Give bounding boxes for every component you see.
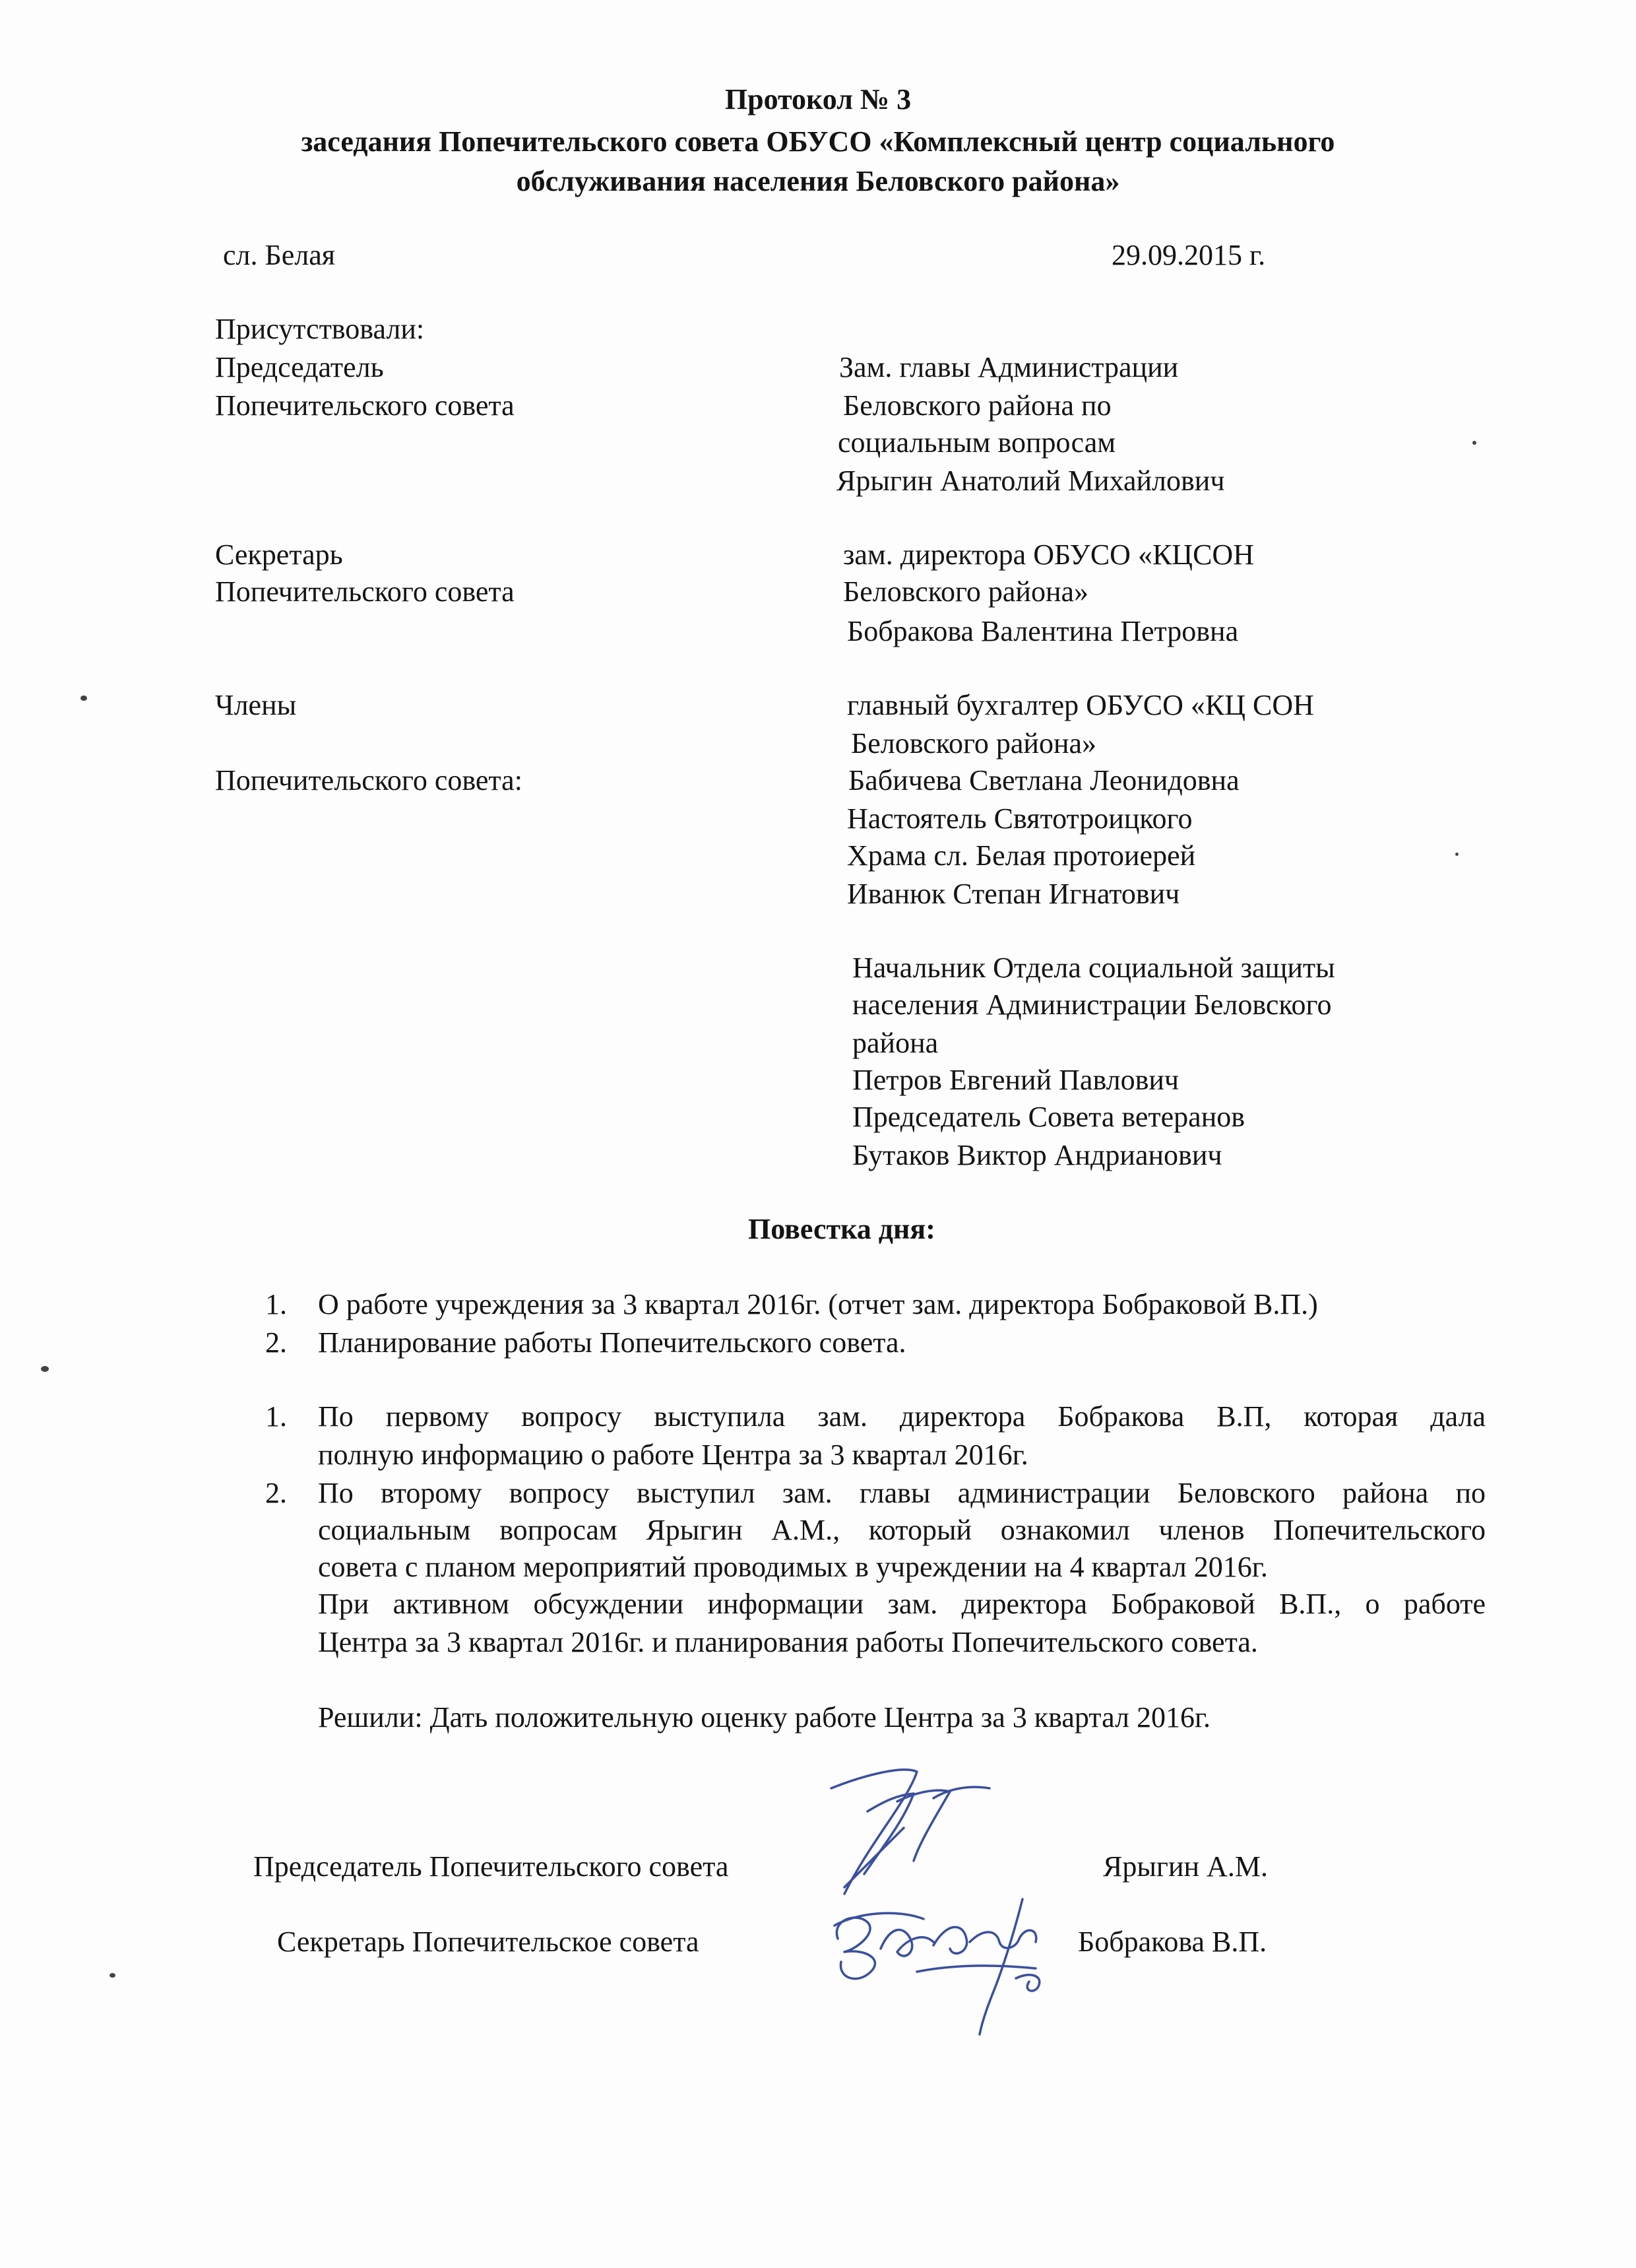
place: сл. Белая	[223, 239, 336, 271]
chairman-signature-name: Ярыгин А.М.	[1103, 1850, 1268, 1883]
member-line: района	[852, 1027, 939, 1059]
chairman-role-1: Председатель	[215, 351, 384, 383]
member-line: Начальник Отдела социальной защиты	[852, 952, 1335, 984]
member-name: Бутаков Виктор Андрианович	[852, 1139, 1222, 1171]
member-line: населения Администрации Беловского	[852, 988, 1332, 1021]
agenda-number: 1.	[265, 1288, 287, 1320]
discussion-1-line: По первому вопросу выступила зам. директора Бобракова В.П, которая дала	[318, 1400, 1486, 1433]
discussion-number: 1.	[265, 1400, 287, 1433]
discussion-2-line: социальным вопросам Ярыгин А.М., который ознакомил членов Попечительского	[318, 1514, 1486, 1546]
member-line: Председатель Совета ветеранов	[852, 1101, 1245, 1133]
secretary-handwritten-signature	[818, 1886, 1108, 2038]
title-line-3: обслуживания населения Беловского района»	[516, 165, 1120, 197]
member-name: Петров Евгений Павлович	[852, 1064, 1180, 1096]
secretary-name: Бобракова Валентина Петровна	[847, 615, 1239, 647]
chairman-role-2: Попечительского совета	[215, 389, 515, 422]
scan-speck	[80, 696, 87, 701]
secretary-signature-label: Секретарь Попечительское совета	[277, 1926, 699, 1958]
secretary-line: Беловского района»	[843, 575, 1089, 608]
secretary-role-2: Попечительского совета	[215, 575, 515, 608]
chairman-name: Ярыгин Анатолий Михайлович	[836, 465, 1225, 497]
secretary-signature-name: Бобракова В.П.	[1078, 1926, 1267, 1958]
member-line: Беловского района»	[851, 727, 1097, 760]
chairman-line: Беловского района по	[843, 389, 1112, 422]
discussion-2-line: По второму вопросу выступил зам. главы администрации Беловского района по	[318, 1477, 1486, 1509]
agenda-item: О работе учреждения за 3 квартал 2016г. (отчет зам. директора Бобраковой В.П.)	[318, 1288, 1318, 1320]
attendance-heading: Присутствовали:	[215, 313, 425, 345]
discussion-1-line: полную информацию о работе Центра за 3 квартал 2016г.	[318, 1439, 1028, 1471]
agenda-item: Планирование работы Попечительского совета.	[318, 1326, 906, 1359]
chairman-line: Зам. главы Администрации	[839, 351, 1179, 383]
scan-speck	[1455, 853, 1459, 856]
member-name: Бабичева Светлана Леонидовна	[848, 764, 1240, 796]
chairman-line: социальным вопросам	[838, 426, 1116, 459]
scan-speck	[41, 1366, 49, 1372]
chairman-signature-label: Председатель Попечительского совета	[253, 1850, 729, 1883]
secretary-role-1: Секретарь	[215, 538, 343, 571]
scan-speck	[1472, 441, 1476, 445]
agenda-number: 2.	[265, 1326, 287, 1359]
members-role-2: Попечительского совета:	[215, 764, 522, 796]
decision: Решили: Дать положительную оценку работе Центра за 3 квартал 2016г.	[318, 1701, 1211, 1733]
member-name: Иванюк Степан Игнатович	[847, 878, 1180, 910]
members-role-1: Члены	[215, 689, 297, 721]
agenda-heading: Повестка дня:	[748, 1213, 935, 1245]
secretary-line: зам. директора ОБУСО «КЦСОН	[843, 538, 1254, 571]
date: 29.09.2015 г.	[1112, 239, 1266, 271]
scan-speck	[110, 1973, 115, 1978]
discussion-number: 2.	[265, 1477, 287, 1509]
member-line: Настоятель Святотроицкого	[847, 802, 1193, 835]
member-line: главный бухгалтер ОБУСО «КЦ СОН	[847, 689, 1314, 721]
discussion-2-line: совета с планом мероприятий проводимых в учреждении на 4 квартал 2016г.	[318, 1551, 1268, 1583]
title-line-1: Протокол № 3	[724, 83, 912, 115]
discussion-2-line: Центра за 3 квартал 2016г. и планирования работы Попечительского совета.	[318, 1626, 1258, 1658]
title-line-2: заседания Попечительского совета ОБУСО «Комплексный центр социального	[301, 125, 1335, 158]
discussion-2-line: При активном обсуждении информации зам. директора Бобраковой В.П., о работе	[318, 1588, 1486, 1620]
member-line: Храма сл. Белая протоиерей	[847, 839, 1196, 872]
